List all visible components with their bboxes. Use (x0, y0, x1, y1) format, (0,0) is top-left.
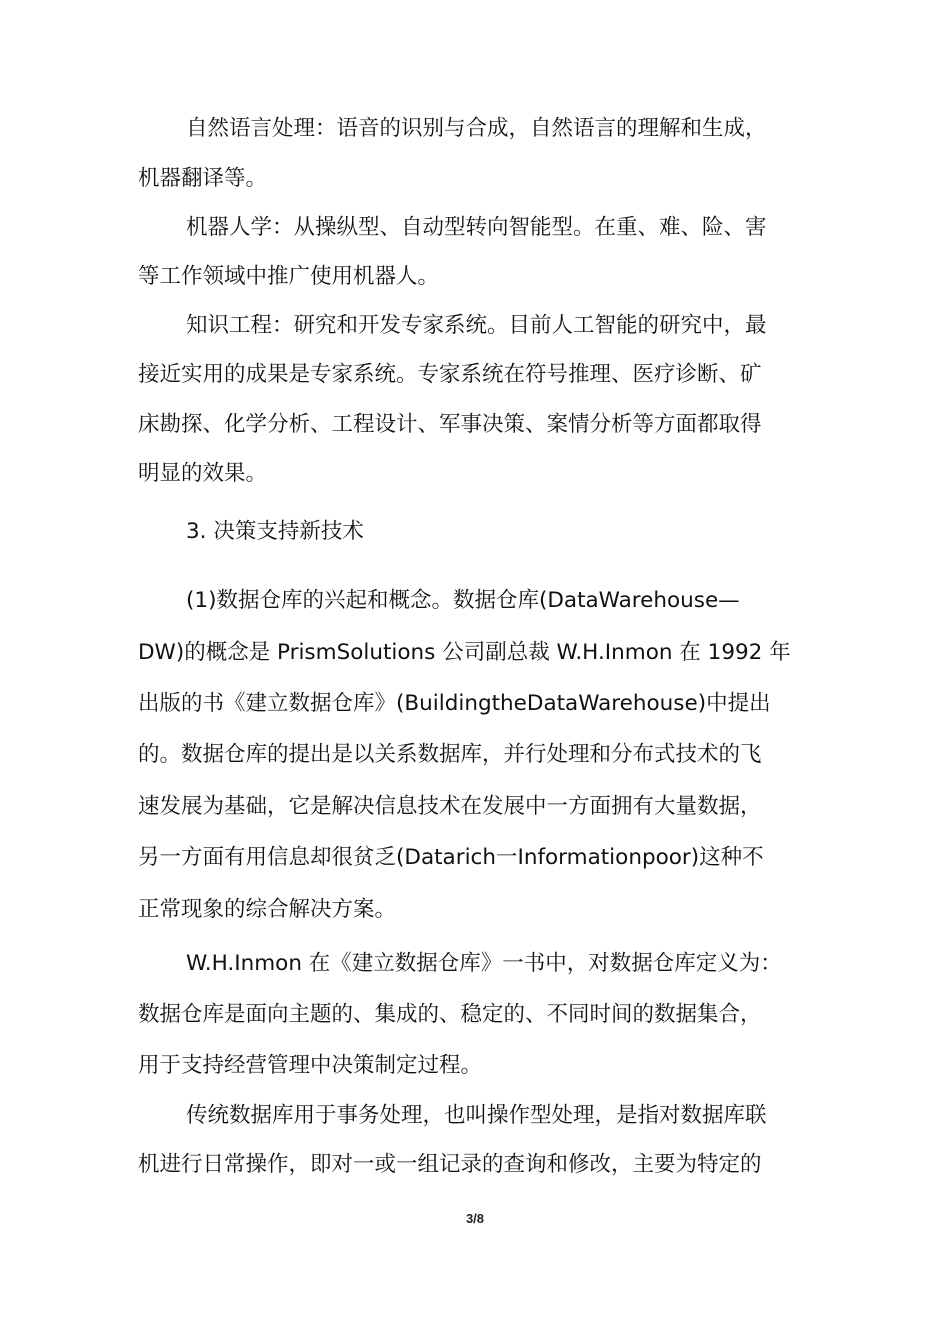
paragraph-knowledge-line-2: 接近实用的成果是专家系统。专家系统在符号推理、医疗诊断、矿 (138, 362, 762, 387)
paragraph-dw-line-1: (1)数据仓库的兴起和概念。数据仓库(DataWarehouse— (186, 588, 740, 613)
paragraph-definition-line-2: 数据仓库是面向主题的、集成的、稳定的、不同时间的数据集合， (138, 1002, 762, 1027)
paragraph-dw-line-5: 速发展为基础，它是解决信息技术在发展中一方面拥有大量数据， (138, 794, 762, 819)
paragraph-dw-line-6: 另一方面有用信息却很贫乏(Datarich一Informationpoor)这种不 (138, 845, 764, 870)
paragraph-knowledge-line-1: 知识工程：研究和开发专家系统。目前人工智能的研究中，最 (186, 313, 767, 338)
paragraph-knowledge-line-4: 明显的效果。 (138, 461, 268, 486)
paragraph-definition-line-3: 用于支持经营管理中决策制定过程。 (138, 1053, 483, 1078)
paragraph-nlp-line-1: 自然语言处理：语音的识别与合成，自然语言的理解和生成， (186, 116, 767, 141)
paragraph-dw-line-3: 出版的书《建立数据仓库》(BuildingtheDataWarehouse)中提出 (138, 691, 771, 716)
page-number: 3/8 (465, 1211, 485, 1226)
section-heading: 3. 决策支持新技术 (186, 519, 364, 544)
paragraph-definition-line-1: W.H.Inmon 在《建立数据仓库》一书中，对数据仓库定义为： (186, 951, 782, 976)
paragraph-traditional-line-1: 传统数据库用于事务处理，也叫操作型处理，是指对数据库联 (186, 1103, 767, 1128)
paragraph-traditional-line-2: 机进行日常操作，即对一或一组记录的查询和修改，主要为特定的 (138, 1152, 762, 1177)
paragraph-knowledge-line-3: 床勘探、化学分析、工程设计、军事决策、案情分析等方面都取得 (138, 412, 762, 437)
paragraph-dw-line-2: DW)的概念是 PrismSolutions 公司副总裁 W.H.Inmon 在 1992 年 (138, 640, 791, 665)
paragraph-dw-line-4: 的。数据仓库的提出是以关系数据库，并行处理和分布式技术的飞 (138, 742, 762, 767)
paragraph-robotics-line-2: 等工作领域中推广使用机器人。 (138, 264, 440, 289)
paragraph-nlp-line-2: 机器翻译等。 (138, 166, 268, 191)
paragraph-dw-line-7: 正常现象的综合解决方案。 (138, 897, 397, 922)
paragraph-robotics-line-1: 机器人学：从操纵型、自动型转向智能型。在重、难、险、害 (186, 215, 767, 240)
